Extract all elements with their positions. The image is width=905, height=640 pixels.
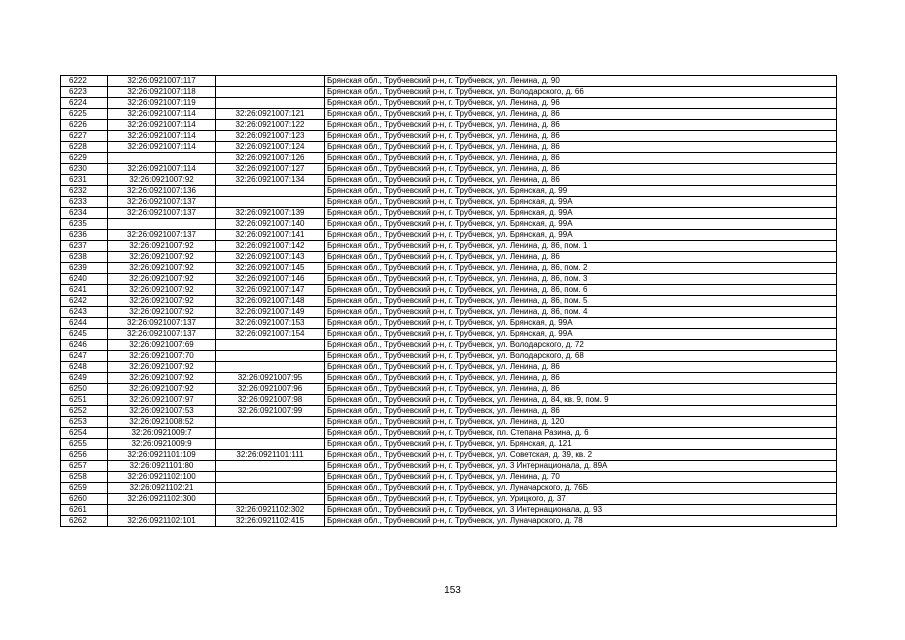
cadastral-number-cell: 32:26:0921007:123 bbox=[216, 131, 325, 142]
cadastral-number-cell: 32:26:0921102:415 bbox=[216, 516, 325, 527]
row-number-cell: 6256 bbox=[61, 450, 108, 461]
row-number-cell: 6247 bbox=[61, 351, 108, 362]
cadastral-number-cell: 32:26:0921007:99 bbox=[216, 406, 325, 417]
row-number-cell: 6223 bbox=[61, 87, 108, 98]
row-number-cell: 6241 bbox=[61, 285, 108, 296]
cadastral-number-cell bbox=[216, 461, 325, 472]
row-number-cell: 6226 bbox=[61, 120, 108, 131]
row-number-cell: 6255 bbox=[61, 439, 108, 450]
cadastral-number-cell bbox=[216, 483, 325, 494]
table-row bbox=[61, 307, 837, 318]
table-row bbox=[61, 285, 837, 296]
address-cell: Брянская обл., Трубчевский р-н, г. Трубчевск, ул. Ленина, д. 86, пом. 5 bbox=[325, 296, 837, 307]
table-row bbox=[61, 153, 837, 164]
address-cell: Брянская обл., Трубчевский р-н, г. Трубчевск, ул. Ленина, д. 84, кв. 9, пом. 9 bbox=[325, 395, 837, 406]
row-number-cell: 6259 bbox=[61, 483, 108, 494]
table-row bbox=[61, 461, 837, 472]
row-number-cell: 6252 bbox=[61, 406, 108, 417]
address-cell: Брянская обл., Трубчевский р-н, г. Трубчевск, ул. Брянская, д. 99А bbox=[325, 318, 837, 329]
parent-cadastral-number-cell: 32:26:0921007:92 bbox=[108, 285, 216, 296]
cadastral-number-cell bbox=[216, 197, 325, 208]
row-number-cell: 6258 bbox=[61, 472, 108, 483]
cadastral-number-cell bbox=[216, 351, 325, 362]
row-number-cell: 6244 bbox=[61, 318, 108, 329]
row-number-cell: 6260 bbox=[61, 494, 108, 505]
row-number-cell: 6227 bbox=[61, 131, 108, 142]
address-cell: Брянская обл., Трубчевский р-н, г. Трубчевск, ул. Урицкого, д. 37 bbox=[325, 494, 837, 505]
row-number-cell: 6245 bbox=[61, 329, 108, 340]
registry-table-body bbox=[61, 76, 837, 527]
row-number-cell: 6239 bbox=[61, 263, 108, 274]
parent-cadastral-number-cell: 32:26:0921102:300 bbox=[108, 494, 216, 505]
row-number-cell: 6224 bbox=[61, 98, 108, 109]
table-row bbox=[61, 483, 837, 494]
row-number-cell: 6234 bbox=[61, 208, 108, 219]
parent-cadastral-number-cell: 32:26:0921102:21 bbox=[108, 483, 216, 494]
parent-cadastral-number-cell: 32:26:0921102:100 bbox=[108, 472, 216, 483]
table-row bbox=[61, 395, 837, 406]
parent-cadastral-number-cell: 32:26:0921007:118 bbox=[108, 87, 216, 98]
cadastral-number-cell: 32:26:0921007:153 bbox=[216, 318, 325, 329]
row-number-cell: 6235 bbox=[61, 219, 108, 230]
table-row bbox=[61, 351, 837, 362]
cadastral-number-cell bbox=[216, 340, 325, 351]
address-cell: Брянская обл., Трубчевский р-н, г. Трубчевск, ул. Ленина, д. 86 bbox=[325, 362, 837, 373]
row-number-cell: 6246 bbox=[61, 340, 108, 351]
row-number-cell: 6233 bbox=[61, 197, 108, 208]
table-row bbox=[61, 87, 837, 98]
address-cell: Брянская обл., Трубчевский р-н, г. Трубчевск, ул. Ленина, д. 86 bbox=[325, 164, 837, 175]
address-cell: Брянская обл., Трубчевский р-н, г. Трубчевск, ул. Ленина, д. 86 bbox=[325, 406, 837, 417]
row-number-cell: 6253 bbox=[61, 417, 108, 428]
cadastral-number-cell bbox=[216, 428, 325, 439]
table-row bbox=[61, 373, 837, 384]
parent-cadastral-number-cell: 32:26:0921007:92 bbox=[108, 296, 216, 307]
table-row bbox=[61, 494, 837, 505]
cadastral-number-cell: 32:26:0921007:143 bbox=[216, 252, 325, 263]
parent-cadastral-number-cell: 32:26:0921007:92 bbox=[108, 274, 216, 285]
parent-cadastral-number-cell: 32:26:0921007:114 bbox=[108, 142, 216, 153]
parent-cadastral-number-cell: 32:26:0921007:92 bbox=[108, 362, 216, 373]
parent-cadastral-number-cell: 32:26:0921007:92 bbox=[108, 307, 216, 318]
cadastral-number-cell: 32:26:0921007:146 bbox=[216, 274, 325, 285]
address-cell: Брянская обл., Трубчевский р-н, г. Трубчевск, ул. Брянская, д. 99А bbox=[325, 230, 837, 241]
address-cell: Брянская обл., Трубчевский р-н, г. Трубчевск, ул. Ленина, д. 86, пом. 4 bbox=[325, 307, 837, 318]
row-number-cell: 6242 bbox=[61, 296, 108, 307]
cadastral-number-cell bbox=[216, 494, 325, 505]
cadastral-number-cell: 32:26:0921007:145 bbox=[216, 263, 325, 274]
parent-cadastral-number-cell: 32:26:0921007:119 bbox=[108, 98, 216, 109]
address-cell: Брянская обл., Трубчевский р-н, г. Трубчевск, ул. Ленина, д. 86, пом. 6 bbox=[325, 285, 837, 296]
address-cell: Брянская обл., Трубчевский р-н, г. Трубчевск, ул. Ленина, д. 86 bbox=[325, 384, 837, 395]
parent-cadastral-number-cell: 32:26:0921007:136 bbox=[108, 186, 216, 197]
parent-cadastral-number-cell: 32:26:0921007:137 bbox=[108, 208, 216, 219]
cadastral-number-cell bbox=[216, 98, 325, 109]
parent-cadastral-number-cell: 32:26:0921101:109 bbox=[108, 450, 216, 461]
row-number-cell: 6229 bbox=[61, 153, 108, 164]
table-row bbox=[61, 197, 837, 208]
address-cell: Брянская обл., Трубчевский р-н, г. Трубчевск, ул. Брянская, д. 99А bbox=[325, 219, 837, 230]
address-cell: Брянская обл., Трубчевский р-н, г. Трубчевск, ул. Ленина, д. 86, пом. 2 bbox=[325, 263, 837, 274]
parent-cadastral-number-cell: 32:26:0921008:52 bbox=[108, 417, 216, 428]
cadastral-number-cell bbox=[216, 439, 325, 450]
table-row bbox=[61, 340, 837, 351]
row-number-cell: 6230 bbox=[61, 164, 108, 175]
address-cell: Брянская обл., Трубчевский р-н, г. Трубчевск, ул. Ленина, д. 86 bbox=[325, 373, 837, 384]
table-row bbox=[61, 252, 837, 263]
parent-cadastral-number-cell: 32:26:0921007:114 bbox=[108, 131, 216, 142]
parent-cadastral-number-cell: 32:26:0921007:137 bbox=[108, 329, 216, 340]
address-cell: Брянская обл., Трубчевский р-н, г. Трубчевск, ул. Ленина, д. 96 bbox=[325, 98, 837, 109]
row-number-cell: 6238 bbox=[61, 252, 108, 263]
registry-table bbox=[60, 75, 837, 527]
table-row bbox=[61, 318, 837, 329]
address-cell: Брянская обл., Трубчевский р-н, г. Трубчевск, ул. Ленина, д. 120 bbox=[325, 417, 837, 428]
parent-cadastral-number-cell: 32:26:0921007:92 bbox=[108, 175, 216, 186]
table-row bbox=[61, 439, 837, 450]
parent-cadastral-number-cell: 32:26:0921007:137 bbox=[108, 197, 216, 208]
table-row bbox=[61, 516, 837, 527]
table-row bbox=[61, 109, 837, 120]
row-number-cell: 6257 bbox=[61, 461, 108, 472]
cadastral-number-cell: 32:26:0921007:95 bbox=[216, 373, 325, 384]
cadastral-number-cell: 32:26:0921007:147 bbox=[216, 285, 325, 296]
parent-cadastral-number-cell: 32:26:0921101:80 bbox=[108, 461, 216, 472]
parent-cadastral-number-cell: 32:26:0921007:114 bbox=[108, 109, 216, 120]
parent-cadastral-number-cell: 32:26:0921007:70 bbox=[108, 351, 216, 362]
address-cell: Брянская обл., Трубчевский р-н, г. Трубчевск, ул. Брянская, д. 99 bbox=[325, 186, 837, 197]
parent-cadastral-number-cell bbox=[108, 153, 216, 164]
cadastral-number-cell bbox=[216, 362, 325, 373]
address-cell: Брянская обл., Трубчевский р-н, г. Трубчевск, ул. Ленина, д. 70 bbox=[325, 472, 837, 483]
address-cell: Брянская обл., Трубчевский р-н, г. Трубчевск, ул. Луначарского, д. 76Б bbox=[325, 483, 837, 494]
table-row bbox=[61, 263, 837, 274]
parent-cadastral-number-cell: 32:26:0921007:92 bbox=[108, 241, 216, 252]
parent-cadastral-number-cell: 32:26:0921007:92 bbox=[108, 252, 216, 263]
parent-cadastral-number-cell: 32:26:0921007:92 bbox=[108, 263, 216, 274]
row-number-cell: 6262 bbox=[61, 516, 108, 527]
cadastral-number-cell: 32:26:0921007:142 bbox=[216, 241, 325, 252]
row-number-cell: 6237 bbox=[61, 241, 108, 252]
table-row bbox=[61, 450, 837, 461]
parent-cadastral-number-cell bbox=[108, 505, 216, 516]
parent-cadastral-number-cell: 32:26:0921007:117 bbox=[108, 76, 216, 87]
row-number-cell: 6261 bbox=[61, 505, 108, 516]
cadastral-number-cell: 32:26:0921007:140 bbox=[216, 219, 325, 230]
table-row bbox=[61, 417, 837, 428]
table-row bbox=[61, 505, 837, 516]
cadastral-number-cell: 32:26:0921007:127 bbox=[216, 164, 325, 175]
address-cell: Брянская обл., Трубчевский р-н, г. Трубчевск, ул. Ленина, д. 86 bbox=[325, 175, 837, 186]
table-row bbox=[61, 175, 837, 186]
row-number-cell: 6251 bbox=[61, 395, 108, 406]
row-number-cell: 6249 bbox=[61, 373, 108, 384]
address-cell: Брянская обл., Трубчевский р-н, г. Трубчевск, ул. Володарского, д. 72 bbox=[325, 340, 837, 351]
row-number-cell: 6236 bbox=[61, 230, 108, 241]
table-row bbox=[61, 131, 837, 142]
address-cell: Брянская обл., Трубчевский р-н, г. Трубчевск, ул. Брянская, д. 99А bbox=[325, 208, 837, 219]
row-number-cell: 6248 bbox=[61, 362, 108, 373]
row-number-cell: 6240 bbox=[61, 274, 108, 285]
cadastral-number-cell: 32:26:0921007:98 bbox=[216, 395, 325, 406]
address-cell: Брянская обл., Трубчевский р-н, г. Трубчевск, ул. 3 Интернационала, д. 93 bbox=[325, 505, 837, 516]
parent-cadastral-number-cell: 32:26:0921007:97 bbox=[108, 395, 216, 406]
table-row bbox=[61, 219, 837, 230]
cadastral-number-cell bbox=[216, 76, 325, 87]
parent-cadastral-number-cell: 32:26:0921007:114 bbox=[108, 120, 216, 131]
table-row bbox=[61, 362, 837, 373]
table-row bbox=[61, 384, 837, 395]
cadastral-number-cell: 32:26:0921007:134 bbox=[216, 175, 325, 186]
cadastral-number-cell bbox=[216, 186, 325, 197]
parent-cadastral-number-cell: 32:26:0921007:53 bbox=[108, 406, 216, 417]
row-number-cell: 6225 bbox=[61, 109, 108, 120]
table-row bbox=[61, 472, 837, 483]
parent-cadastral-number-cell: 32:26:0921007:92 bbox=[108, 384, 216, 395]
cadastral-number-cell: 32:26:0921007:141 bbox=[216, 230, 325, 241]
row-number-cell: 6243 bbox=[61, 307, 108, 318]
table-row bbox=[61, 98, 837, 109]
address-cell: Брянская обл., Трубчевский р-н, г. Трубчевск, ул. Ленина, д. 86 bbox=[325, 120, 837, 131]
parent-cadastral-number-cell: 32:26:0921007:69 bbox=[108, 340, 216, 351]
parent-cadastral-number-cell: 32:26:0921102:101 bbox=[108, 516, 216, 527]
address-cell: Брянская обл., Трубчевский р-н, г. Трубчевск, ул. Володарского, д. 68 bbox=[325, 351, 837, 362]
address-cell: Брянская обл., Трубчевский р-н, г. Трубчевск, ул. Брянская, д. 99А bbox=[325, 329, 837, 340]
table-row bbox=[61, 164, 837, 175]
cadastral-number-cell: 32:26:0921007:121 bbox=[216, 109, 325, 120]
table-row bbox=[61, 428, 837, 439]
table-row bbox=[61, 296, 837, 307]
cadastral-number-cell: 32:26:0921007:149 bbox=[216, 307, 325, 318]
cadastral-number-cell: 32:26:0921007:139 bbox=[216, 208, 325, 219]
address-cell: Брянская обл., Трубчевский р-н, г. Трубчевск, ул. Ленина, д. 90 bbox=[325, 76, 837, 87]
address-cell: Брянская обл., Трубчевский р-н, г. Трубчевск, ул. Ленина, д. 86 bbox=[325, 153, 837, 164]
parent-cadastral-number-cell: 32:26:0921007:92 bbox=[108, 373, 216, 384]
cadastral-number-cell bbox=[216, 87, 325, 98]
address-cell: Брянская обл., Трубчевский р-н, г. Трубчевск, ул. Ленина, д. 86, пом. 3 bbox=[325, 274, 837, 285]
cadastral-number-cell: 32:26:0921007:126 bbox=[216, 153, 325, 164]
address-cell: Брянская обл., Трубчевский р-н, г. Трубчевск, ул. Брянская, д. 121 bbox=[325, 439, 837, 450]
table-row bbox=[61, 186, 837, 197]
address-cell: Брянская обл., Трубчевский р-н, г. Трубчевск, ул. Ленина, д. 86 bbox=[325, 109, 837, 120]
address-cell: Брянская обл., Трубчевский р-н, г. Трубчевск, ул. Луначарского, д. 78 bbox=[325, 516, 837, 527]
cadastral-number-cell bbox=[216, 417, 325, 428]
address-cell: Брянская обл., Трубчевский р-н, г. Трубчевск, ул. Ленина, д. 86, пом. 1 bbox=[325, 241, 837, 252]
address-cell: Брянская обл., Трубчевский р-н, г. Трубчевск, ул. Ленина, д. 86 bbox=[325, 131, 837, 142]
table-row bbox=[61, 142, 837, 153]
table-row bbox=[61, 230, 837, 241]
row-number-cell: 6222 bbox=[61, 76, 108, 87]
parent-cadastral-number-cell: 32:26:0921007:114 bbox=[108, 164, 216, 175]
parent-cadastral-number-cell: 32:26:0921009:9 bbox=[108, 439, 216, 450]
row-number-cell: 6250 bbox=[61, 384, 108, 395]
address-cell: Брянская обл., Трубчевский р-н, г. Трубчевск, ул. Ленина, д. 86 bbox=[325, 252, 837, 263]
cadastral-number-cell: 32:26:0921007:154 bbox=[216, 329, 325, 340]
address-cell: Брянская обл., Трубчевский р-н, г. Трубчевск, пл. Степана Разина, д. 6 bbox=[325, 428, 837, 439]
row-number-cell: 6228 bbox=[61, 142, 108, 153]
row-number-cell: 6232 bbox=[61, 186, 108, 197]
cadastral-number-cell: 32:26:0921101:111 bbox=[216, 450, 325, 461]
table-row bbox=[61, 120, 837, 131]
address-cell: Брянская обл., Трубчевский р-н, г. Трубчевск, ул. Брянская, д. 99А bbox=[325, 197, 837, 208]
address-cell: Брянская обл., Трубчевский р-н, г. Трубчевск, ул. 3 Интернационала, д. 89А bbox=[325, 461, 837, 472]
address-cell: Брянская обл., Трубчевский р-н, г. Трубчевск, ул. Ленина, д. 86 bbox=[325, 142, 837, 153]
table-row bbox=[61, 208, 837, 219]
cadastral-number-cell bbox=[216, 472, 325, 483]
cadastral-number-cell: 32:26:0921007:124 bbox=[216, 142, 325, 153]
cadastral-number-cell: 32:26:0921007:96 bbox=[216, 384, 325, 395]
address-cell: Брянская обл., Трубчевский р-н, г. Трубчевск, ул. Володарского, д. 66 bbox=[325, 87, 837, 98]
table-row bbox=[61, 406, 837, 417]
cadastral-number-cell: 32:26:0921102:302 bbox=[216, 505, 325, 516]
table-row bbox=[61, 76, 837, 87]
parent-cadastral-number-cell: 32:26:0921007:137 bbox=[108, 318, 216, 329]
page-number: 153 bbox=[444, 585, 461, 596]
address-cell: Брянская обл., Трубчевский р-н, г. Трубчевск, ул. Советская, д. 39, кв. 2 bbox=[325, 450, 837, 461]
parent-cadastral-number-cell: 32:26:0921007:137 bbox=[108, 230, 216, 241]
table-row bbox=[61, 241, 837, 252]
table-row bbox=[61, 329, 837, 340]
cadastral-number-cell: 32:26:0921007:148 bbox=[216, 296, 325, 307]
parent-cadastral-number-cell bbox=[108, 219, 216, 230]
parent-cadastral-number-cell: 32:26:0921009:7 bbox=[108, 428, 216, 439]
row-number-cell: 6254 bbox=[61, 428, 108, 439]
cadastral-number-cell: 32:26:0921007:122 bbox=[216, 120, 325, 131]
row-number-cell: 6231 bbox=[61, 175, 108, 186]
table-row bbox=[61, 274, 837, 285]
